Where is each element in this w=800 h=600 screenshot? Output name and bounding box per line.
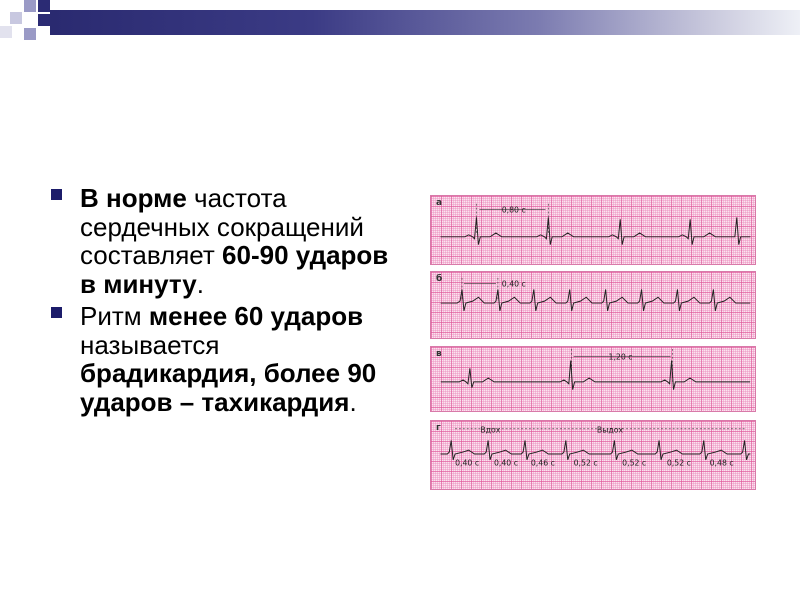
ecg-strip-d xyxy=(430,420,756,490)
bullet-text-bold: брадикардия, более 90 ударов – тахикардия xyxy=(80,358,377,417)
strip-letter: а xyxy=(436,198,443,208)
ecg-trace-svg xyxy=(431,272,757,338)
strip-letter: г xyxy=(436,423,441,433)
ecg-figure xyxy=(430,195,756,490)
interval-label: 0,48 с xyxy=(709,458,734,468)
bullet-text: называется xyxy=(80,329,220,360)
bullet-item-norm xyxy=(48,184,393,298)
bullet-text-bold: В норме xyxy=(80,183,187,213)
ecg-strip-c xyxy=(430,346,756,412)
deco-square xyxy=(38,0,50,12)
interval-label: 0,40 с xyxy=(493,458,518,468)
bullet-square-icon xyxy=(51,307,62,318)
deco-square xyxy=(24,0,36,12)
bullet-text: . xyxy=(196,268,204,299)
bullet-list xyxy=(48,184,393,420)
interval-label: 0,80 с xyxy=(501,205,526,215)
bullet-text-bold: менее 60 ударов xyxy=(148,301,364,331)
ecg-trace-svg xyxy=(431,421,757,489)
deco-square xyxy=(38,14,50,26)
interval-label: 0,46 с xyxy=(530,458,555,468)
interval-label: 1,20 с xyxy=(608,352,633,362)
interval-label: 0,52 с xyxy=(622,458,647,468)
deco-square xyxy=(10,12,22,24)
interval-label: 0,52 с xyxy=(573,458,598,468)
bullet-text: Ритм xyxy=(80,301,149,331)
ecg-strip-b xyxy=(430,271,756,339)
deco-square xyxy=(24,28,36,40)
ecg-trace-svg xyxy=(431,196,757,264)
ecg-trace-svg xyxy=(431,347,757,411)
strip-letter: б xyxy=(436,274,443,284)
interval-label: 0,52 с xyxy=(666,458,691,468)
bullet-text: частота сердечных сокращений составляет xyxy=(80,183,364,270)
interval-label: 0,40 с xyxy=(501,279,526,289)
bullet-item-rhythm xyxy=(48,302,393,416)
bullet-text-bold: 60-90 ударов в минуту xyxy=(80,240,389,299)
phase-label-exhale: Выдох xyxy=(596,425,624,435)
header-gradient-band xyxy=(50,10,800,35)
strip-letter: в xyxy=(436,349,442,359)
ecg-strip-a xyxy=(430,195,756,265)
deco-square xyxy=(0,26,12,38)
bullet-square-icon xyxy=(51,189,62,200)
bullet-text: . xyxy=(349,386,357,417)
interval-label: 0,40 с xyxy=(455,458,480,468)
phase-label-inhale: Вдох xyxy=(480,425,501,435)
